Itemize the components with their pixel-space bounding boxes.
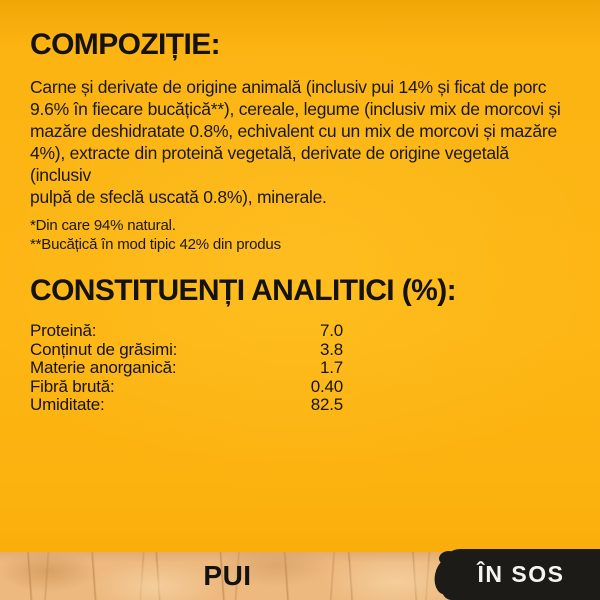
in-sauce-badge-label: ÎN SOS	[477, 561, 565, 587]
composition-line: mazăre deshidratate 0.8%, echivalent cu un mix de morcovi și mazăre	[30, 121, 557, 141]
composition-heading: COMPOZIȚIE:	[30, 28, 221, 61]
analytical-table	[30, 322, 343, 415]
analytical-label: Proteină:	[30, 321, 97, 340]
table-row	[30, 359, 343, 378]
composition-line: pulpă de sfeclă uscată 0.8%), minerale.	[30, 187, 327, 207]
label-content	[30, 28, 574, 415]
composition-line: Carne și derivate de origine animală (inclusiv pui 14% și ficat de porc	[30, 77, 547, 97]
variant-name: PUI	[203, 560, 252, 591]
analytical-value: 1.7	[319, 358, 343, 378]
analytical-label: Materie anorganică:	[30, 358, 177, 378]
analytical-value: 82.5	[310, 395, 343, 415]
footnote-natural: *Din care 94% natural.	[30, 217, 176, 234]
analytical-value: 3.8	[319, 339, 343, 359]
analytical-label: Umiditate:	[30, 395, 105, 415]
in-sauce-badge	[442, 549, 600, 600]
footnote-chunk: **Bucățică în mod tipic 42% din produs	[30, 236, 281, 253]
analytical-value: 0.40	[310, 376, 343, 396]
table-row	[30, 396, 343, 415]
composition-paragraph	[30, 76, 574, 208]
composition-line: 4%), extracte din proteină vegetală, derivate de origine vegetală (inclusiv	[30, 143, 509, 185]
table-row	[30, 322, 343, 341]
composition-line: 9.6% în fiecare bucățică**), cereale, legume (inclusiv mix de morcovi și	[30, 99, 561, 119]
table-row	[30, 341, 343, 360]
footnotes	[30, 216, 574, 254]
analytical-value: 7.0	[319, 321, 343, 340]
footer-texture-strip	[0, 552, 600, 600]
analytical-heading: CONSTITUENȚI ANALITICI (%):	[30, 274, 456, 307]
analytical-label: Conținut de grăsimi:	[30, 339, 178, 359]
table-row	[30, 378, 343, 397]
analytical-label: Fibră brută:	[30, 376, 115, 396]
